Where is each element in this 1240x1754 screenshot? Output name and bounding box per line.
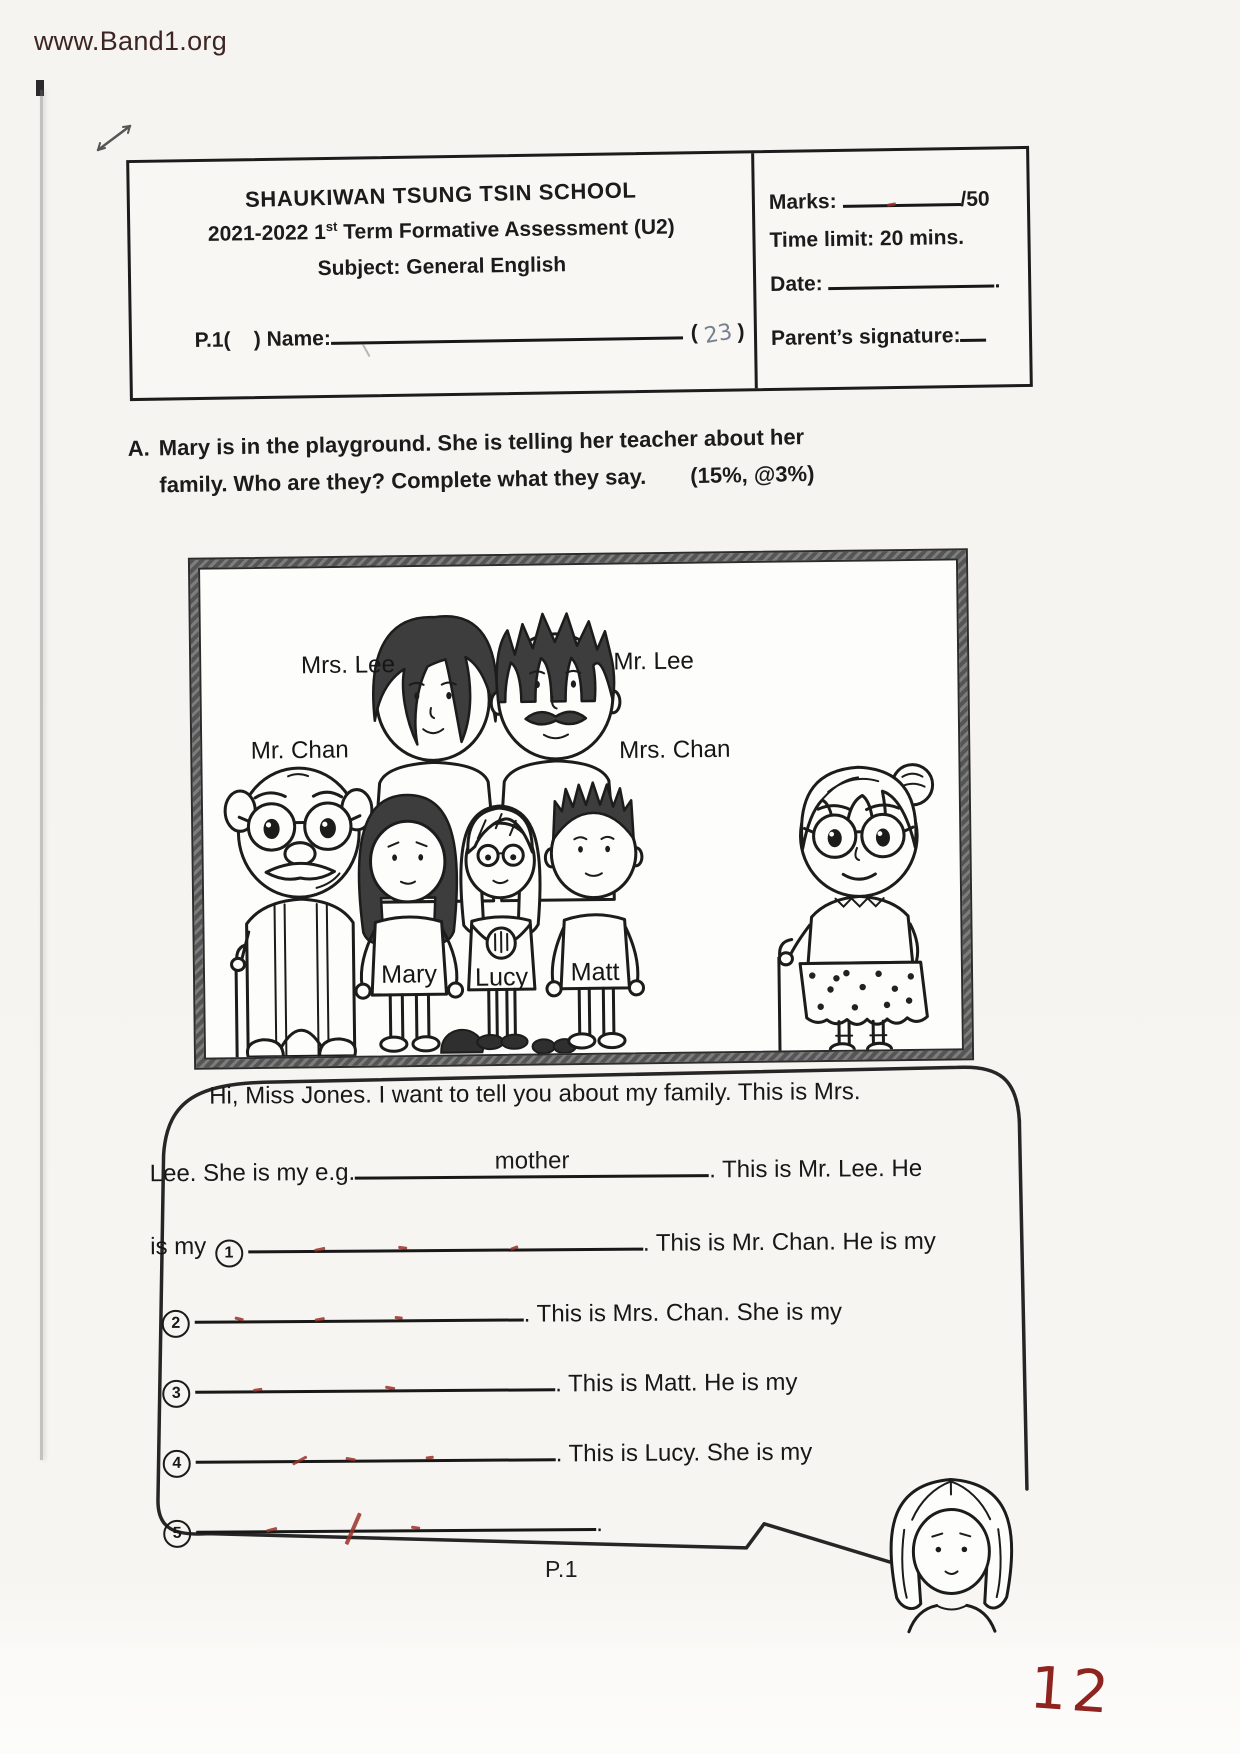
label-mrs-chan: Mrs. Chan [618,735,731,765]
figure-mr-chan [225,767,375,1057]
red-pen-tick [253,1387,262,1391]
term-ordinal: st [325,218,338,234]
figure-mary [354,794,464,1051]
red-pen-slash [345,1513,362,1546]
date-label: Date: [770,272,823,297]
seat-close-paren: ) [737,320,745,344]
circled-number-2: 2 [162,1310,190,1338]
speech-bubble [131,1057,1047,1655]
date-period: . [994,269,1001,293]
marks-note: (15%, @3%) [690,460,815,489]
red-pen-tick [510,1245,518,1250]
watermark-url: www.Band1.org [34,26,228,56]
seat-number [690,319,745,350]
red-pen-tick [266,1527,277,1532]
speech-line-3-pre: is my [150,1232,207,1261]
handwritten-seat-number: 23 [702,319,734,350]
school-name: SHAUKIWAN TSUNG TSIN SCHOOL [244,177,637,212]
instruction-line-2: family. Who are they? Complete what they say. [159,463,647,498]
section-a-instructions [127,414,1038,504]
speech-line-6 [161,1431,813,1478]
parent-signature-label: Parent’s signature: [770,324,961,350]
header-left-panel [129,153,755,398]
circled-number-3: 3 [162,1380,190,1408]
paper-edge-shadow [40,90,43,1460]
red-pen-tick [385,1385,395,1389]
speech-line-7 [161,1503,603,1548]
label-mr-chan: Mr. Chan [250,736,349,765]
answer-blank-5 [196,1503,596,1534]
figure-lucy [460,805,542,1049]
red-pen-tick [314,1246,325,1251]
marks-blank-line [842,182,960,208]
answer-blank-2 [195,1293,524,1323]
red-pen-tick [426,1455,434,1458]
answer-blank-1 [248,1223,643,1254]
family-picture [198,558,964,1059]
family-picture-frame [188,548,974,1069]
date-blank-line [828,263,994,290]
seat-open-paren: ( [690,321,698,345]
answer-blank-3 [195,1363,555,1394]
mr-lee-shoe-left [533,1039,555,1053]
speech-line-2-pre: Lee. She is my e.g. [149,1158,356,1188]
parent-signature-blank [960,318,986,342]
pencil-smudge [362,344,371,357]
term-prefix: 2021-2022 1 [207,220,327,246]
red-pen-tick [346,1457,356,1461]
marks-label: Marks: [768,189,837,215]
page-number: P.1 [545,1556,579,1582]
red-pen-tick [315,1317,325,1321]
speech-line-7-post: . [596,1510,603,1538]
header-right-panel [751,149,1030,388]
red-pen-tick [886,202,895,206]
label-lucy: Lucy [474,963,529,992]
speech-line-1: Hi, Miss Jones. I want to tell you about my family. This is Mrs. [209,1078,861,1110]
speech-line-5-post: . This is Matt. He is my [555,1368,798,1398]
pencil-checkmark-icon [88,112,148,162]
family-illustration [200,560,962,1057]
label-mary: Mary [381,960,438,989]
speech-line-4 [160,1291,843,1338]
circled-number-5: 5 [163,1520,191,1548]
subject-line: Subject: General English [317,253,567,281]
red-pen-tick [411,1525,420,1529]
assessment-title [130,212,752,248]
figure-mrs-chan [777,764,936,1056]
speech-line-6-post: . This is Lucy. She is my [555,1438,813,1468]
header-box [126,146,1033,401]
name-label: P.1( ) Name: [194,326,332,353]
marks-row [769,181,1027,215]
example-answer-blank [355,1149,709,1180]
label-matt: Matt [570,957,620,987]
red-pen-slash [292,1456,308,1466]
term-suffix: Term Formative Assessment (U2) [337,215,675,244]
speech-line-3 [150,1221,936,1269]
speech-line-4-post: . This is Mrs. Chan. She is my [523,1298,843,1328]
time-limit-row: Time limit: 20 mins. [769,225,965,253]
marks-denominator: /50 [960,187,990,212]
date-row [770,263,1028,297]
label-mrs-lee: Mrs. Lee [300,651,396,680]
name-line [147,290,745,377]
handwritten-red-score: 12 [1027,1653,1117,1727]
label-mr-lee: Mr. Lee [613,647,694,676]
red-pen-tick [398,1245,407,1249]
circled-number-4: 4 [163,1450,191,1478]
speech-line-5 [160,1362,798,1409]
circled-number-1: 1 [215,1240,243,1268]
speaker-girl-illustration [891,1479,1013,1632]
red-pen-tick [395,1316,403,1319]
example-answer: mother [494,1147,570,1175]
speech-line-2 [150,1148,923,1189]
section-a-text [158,418,814,503]
figure-matt [544,782,644,1048]
speech-line-3-post: . This is Mr. Chan. He is my [642,1227,936,1257]
instruction-line-1: Mary is in the playground. She is telling her teacher about her [158,424,805,461]
parent-signature-row [771,317,1029,351]
answer-blank-4 [196,1433,556,1464]
name-blank-line [331,315,683,345]
red-pen-tick [235,1316,244,1321]
speech-line-2-post: . This is Mr. Lee. He [709,1154,923,1184]
section-a-number: A. [127,435,150,461]
